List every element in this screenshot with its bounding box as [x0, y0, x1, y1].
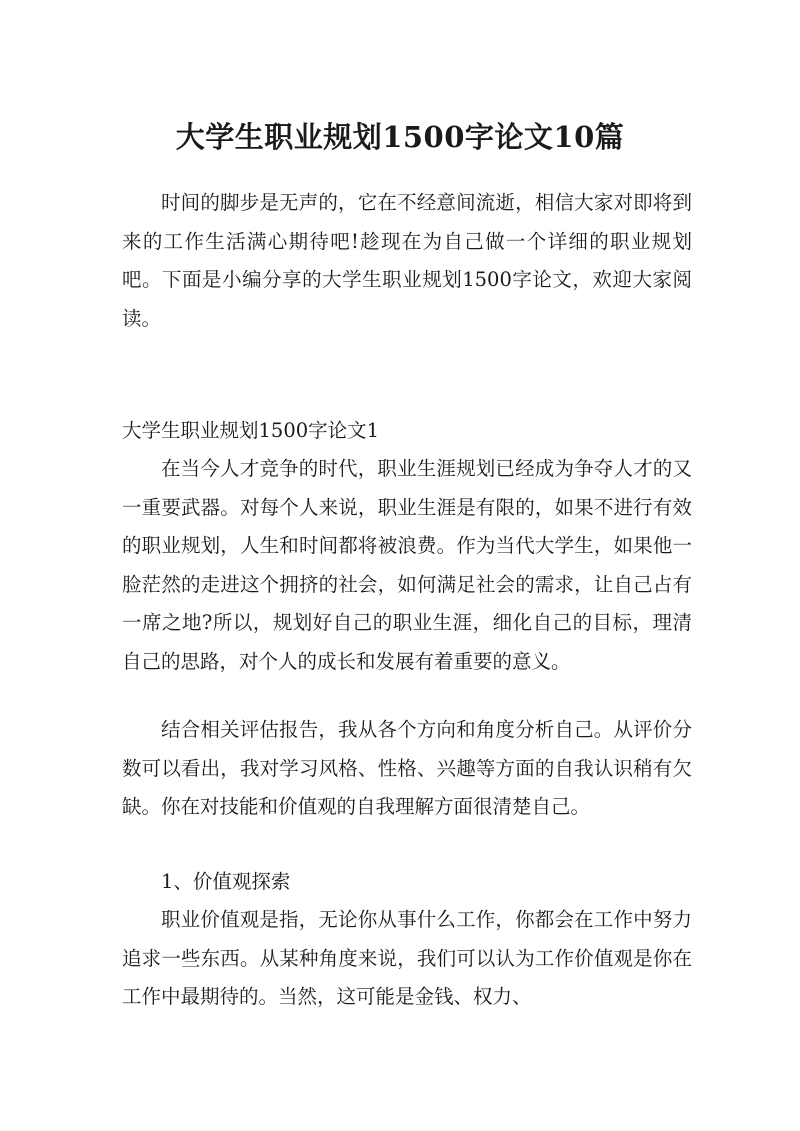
document-title: 大学生职业规划1500字论文10篇 — [175, 120, 625, 155]
subsection-heading: 1、价值观探索 — [161, 870, 291, 893]
section-heading: 大学生职业规划1500字论文1 — [122, 419, 380, 442]
body-paragraph-1: 在当今人才竞争的时代，职业生涯规划已经成为争夺人才的又一重要武器。对每个人来说，职业生涯是有限的，如果不进行有效的职业规划，人生和时间都将被浪费。作为当代大学生，如果他一脸茫然的走进这个拥挤的社会，如何满足社会的需求，让自己占有一席之地?所以，规划好自己的职业生涯，细化自己的目标，理清自己的思路，对个人的成长和发展有着重要的意义。 — [122, 457, 692, 673]
intro-paragraph: 时间的脚步是无声的，它在不经意间流逝，相信大家对即将到来的工作生活满心期待吧!趁现在为自己做一个详细的职业规划吧。下面是小编分享的大学生职业规划1500字论文，欢迎大家阅读。 — [122, 191, 692, 330]
body-paragraph-2: 结合相关评估报告，我从各个方向和角度分析自己。从评价分数可以看出，我对学习风格、性格、兴趣等方面的自我认识稍有欠缺。你在对技能和价值观的自我理解方面很清楚自己。 — [122, 718, 692, 819]
body-paragraph-3: 职业价值观是指，无论你从事什么工作，你都会在工作中努力追求一些东西。从某种角度来说，我们可以认为工作价值观是你在工作中最期待的。当然，这可能是金钱、权力、 — [122, 908, 692, 1009]
